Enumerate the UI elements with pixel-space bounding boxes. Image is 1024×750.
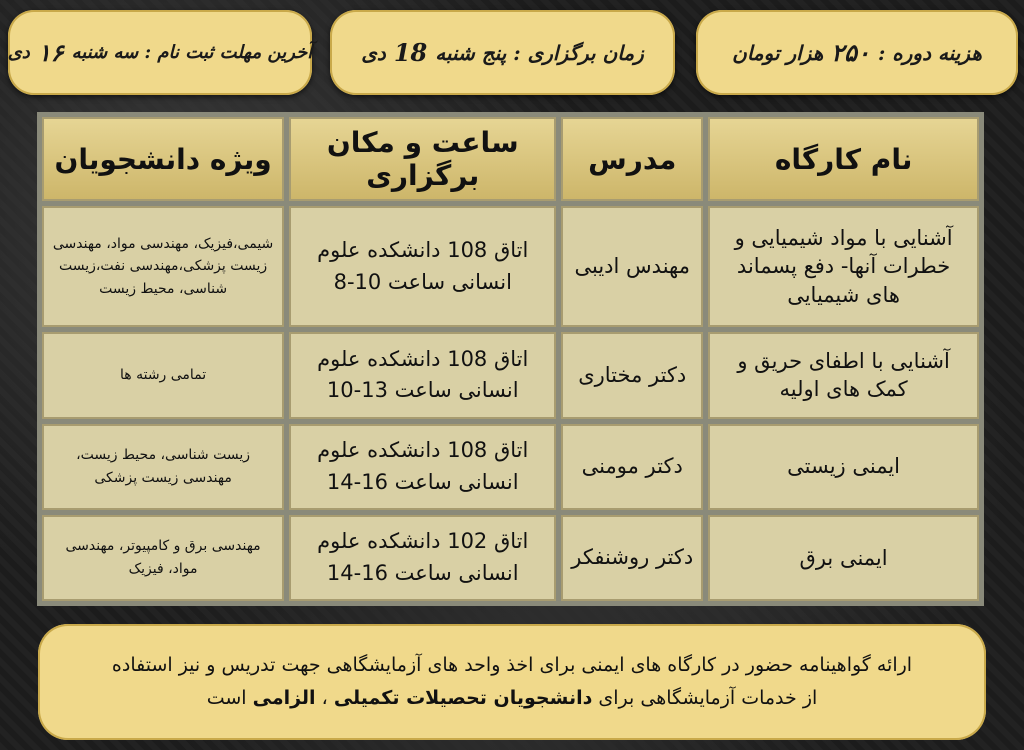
note-line-1: ارائه گواهینامه حضور در کارگاه های ایمنی برای اخذ واحد های آزمایشگاهی جهت تدریس و نیز استفاده <box>111 653 913 676</box>
table-row <box>42 515 979 601</box>
deadline-month: دی <box>7 42 30 63</box>
time-place-cell: اتاق 108 دانشکده علوم انسانی ساعت 10-8 <box>289 206 556 327</box>
workshop-name-cell: آشنایی با اطفای حریق و کمک های اولیه <box>708 332 979 418</box>
date-day: 18 <box>393 38 428 67</box>
table-row <box>42 206 979 327</box>
table-row <box>42 332 979 418</box>
note-text-e: است <box>206 687 247 709</box>
majors-cell: مهندسی برق و کامپیوتر، مهندسی مواد، فیزیک <box>42 515 284 601</box>
teacher-cell: دکتر روشنفکر <box>561 515 703 601</box>
teacher-cell: دکتر مومنی <box>561 424 703 510</box>
date-month: دی <box>361 40 386 65</box>
table-header-row <box>42 117 979 201</box>
workshop-name-cell: ایمنی برق <box>708 515 979 601</box>
note-text-c: ، <box>321 687 328 709</box>
header-time-place: ساعت و مکان برگزاری <box>289 117 556 201</box>
majors-cell: زیست شناسی، محیط زیست، مهندسی زیست پزشکی <box>42 424 284 510</box>
note-line-2 <box>38 682 986 715</box>
cost-unit: هزار تومان <box>732 40 824 65</box>
event-date-banner <box>330 10 675 95</box>
note-text-a: از خدمات آزمایشگاهی برای <box>598 687 818 709</box>
table-row <box>42 424 979 510</box>
registration-deadline-banner <box>8 10 312 95</box>
header-workshop-name: نام کارگاه <box>708 117 979 201</box>
teacher-cell: مهندس ادیبی <box>561 206 703 327</box>
deadline-day: ۱۶ <box>37 38 64 67</box>
deadline-text: آخرین مهلت ثبت نام : سه شنبه <box>71 42 313 63</box>
note-text-d: الزامی <box>252 687 316 709</box>
teacher-cell: دکتر مختاری <box>561 332 703 418</box>
header-majors: ویژه دانشجویان <box>42 117 284 201</box>
workshop-name-cell: ایمنی زیستی <box>708 424 979 510</box>
workshop-table <box>37 112 984 606</box>
majors-cell: تمامی رشته ها <box>42 332 284 418</box>
date-text: زمان برگزاری : پنج شنبه <box>435 40 644 65</box>
certificate-note <box>38 624 986 740</box>
time-place-cell: اتاق 102 دانشکده علوم انسانی ساعت 16-14 <box>289 515 556 601</box>
cost-value: ۲۵۰ <box>831 38 870 67</box>
time-place-cell: اتاق 108 دانشکده علوم انسانی ساعت 13-10 <box>289 332 556 418</box>
majors-cell: شیمی،فیزیک، مهندسی مواد، مهندسی زیست پزشکی،مهندسی نفت،زیست شناسی، محیط زیست <box>42 206 284 327</box>
workshop-name-cell: آشنایی با مواد شیمیایی و خطرات آنها- دفع پسماند های شیمیایی <box>708 206 979 327</box>
header-teacher: مدرس <box>561 117 703 201</box>
course-cost-banner <box>696 10 1018 95</box>
time-place-cell: اتاق 108 دانشکده علوم انسانی ساعت 16-14 <box>289 424 556 510</box>
cost-label: هزینه دوره : <box>877 40 982 65</box>
note-text-b: دانشجویان تحصیلات تکمیلی <box>333 687 593 709</box>
